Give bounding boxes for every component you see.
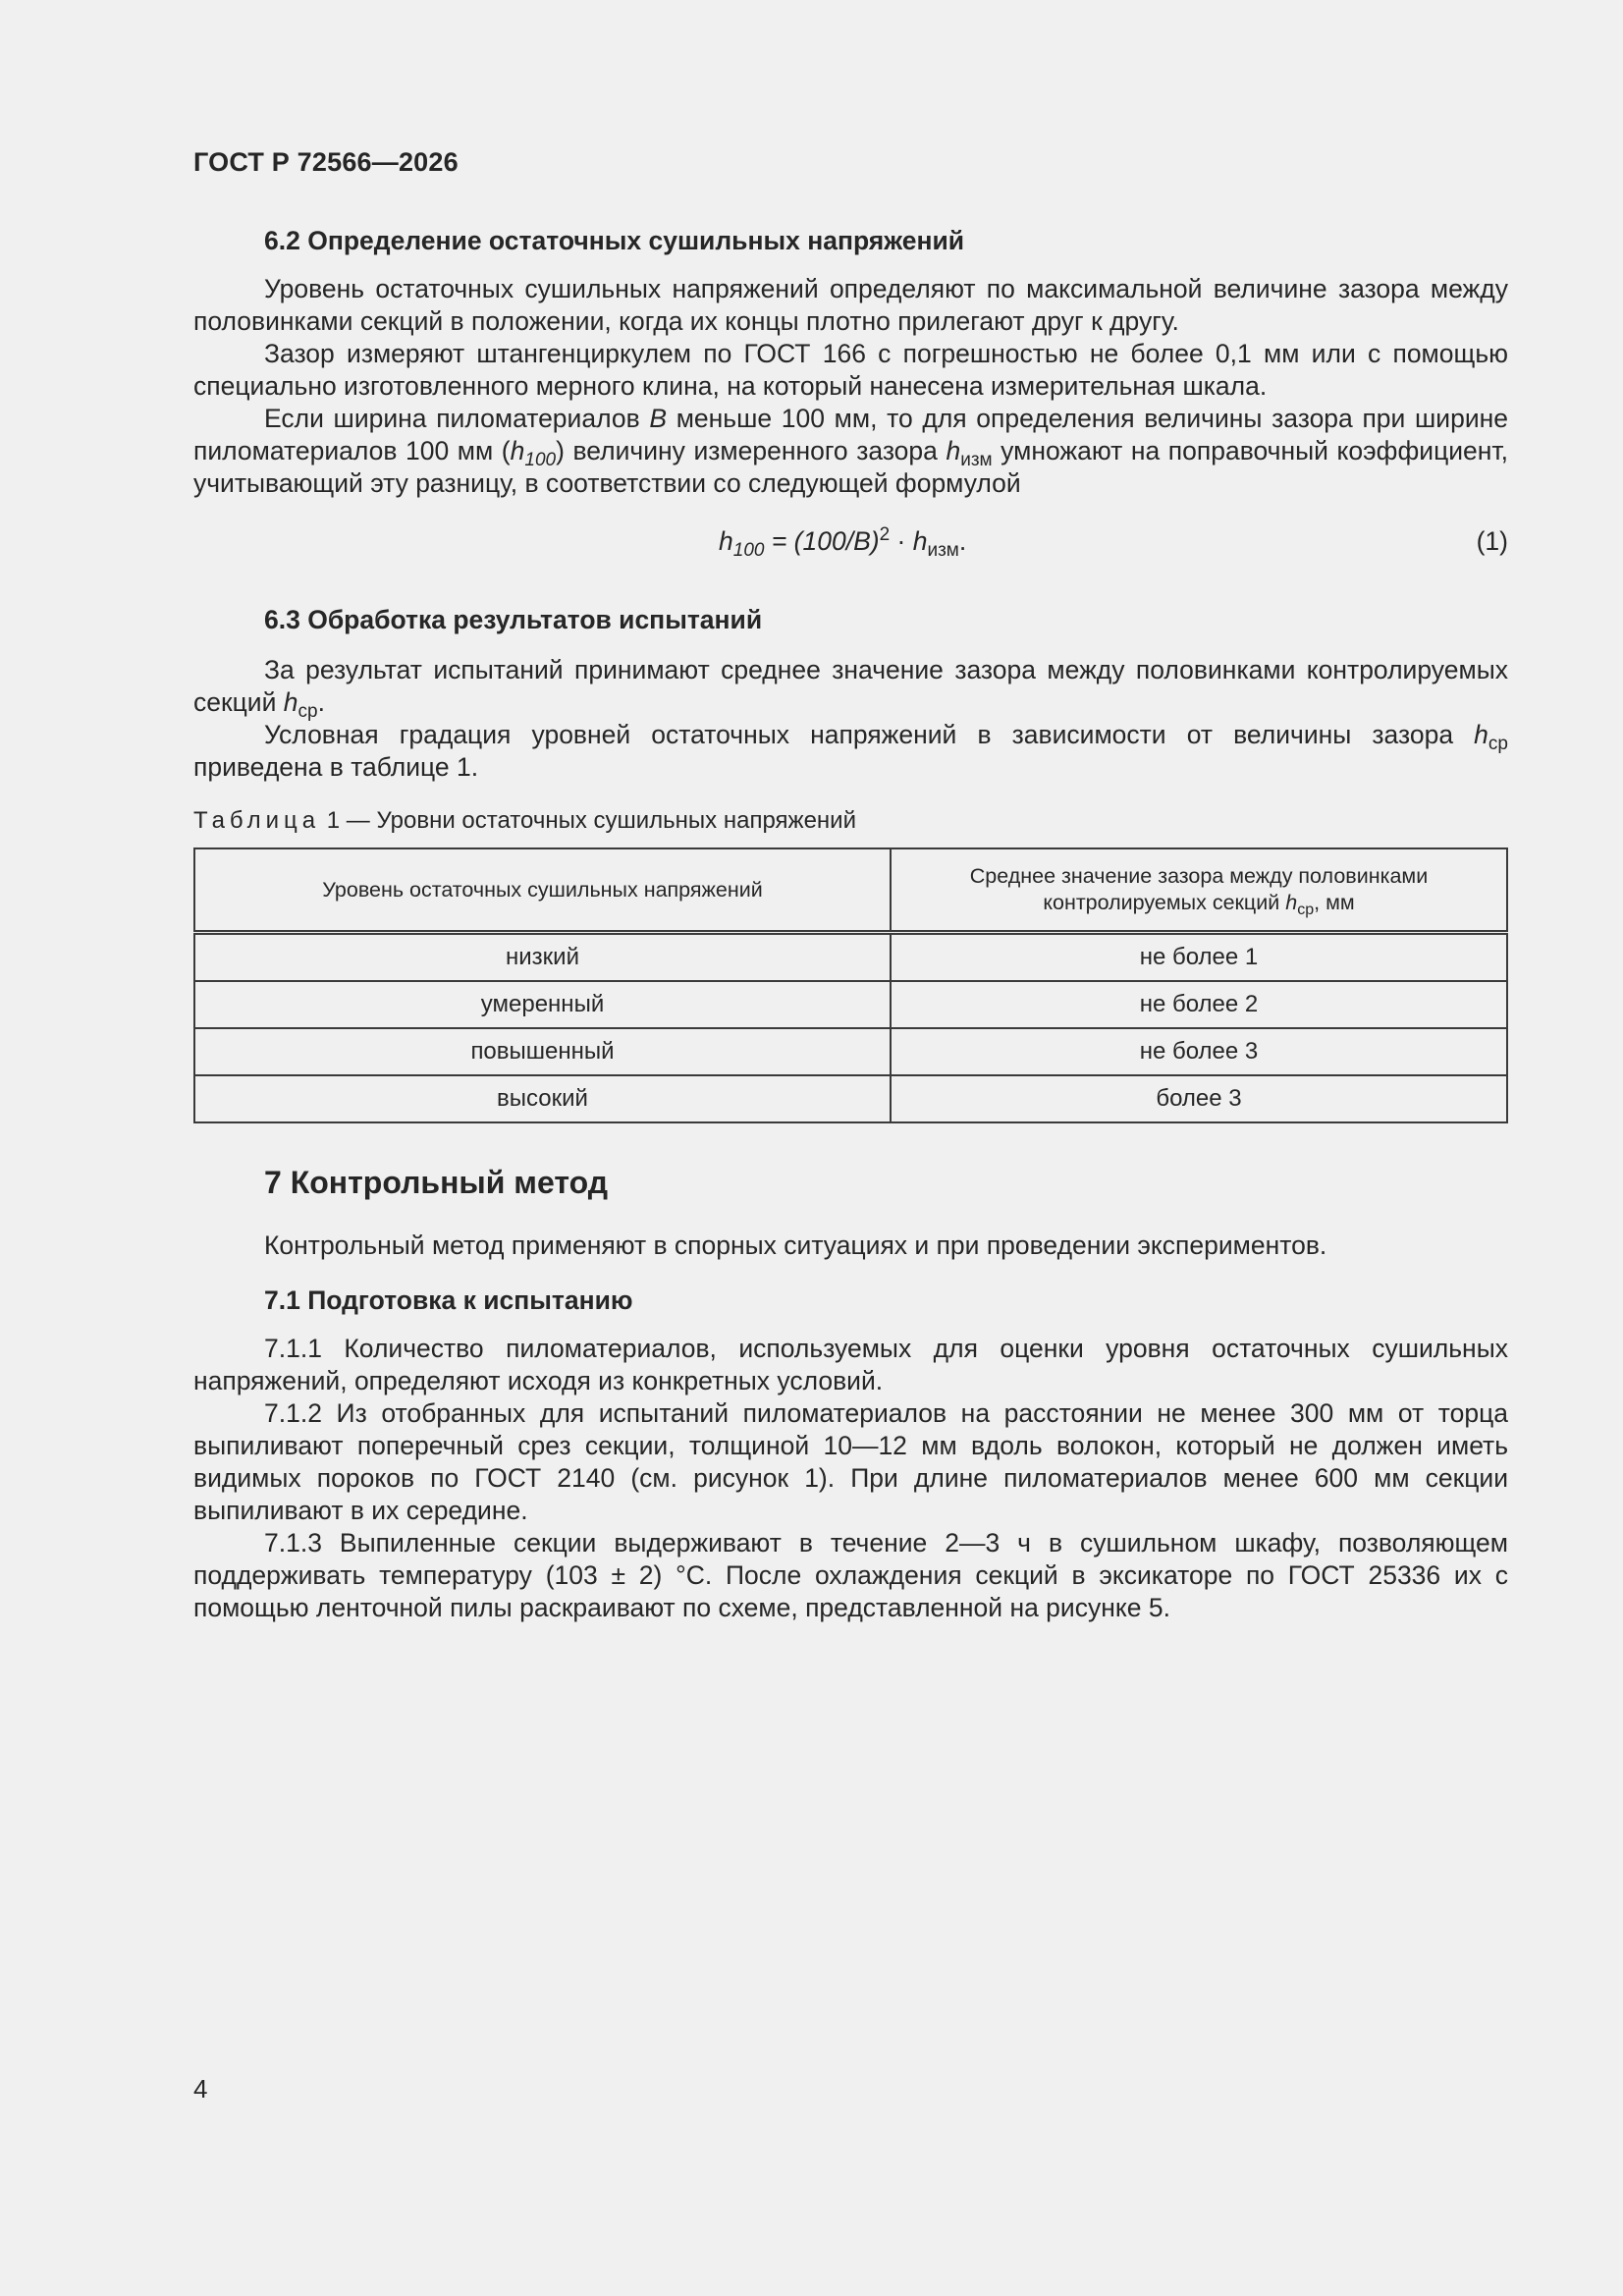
table-row: [194, 933, 1507, 982]
symbol-b: B: [649, 404, 668, 433]
paragraph: [193, 403, 1508, 500]
subscript: ср: [298, 701, 318, 722]
table-header-row: [194, 848, 1507, 933]
paragraph: [193, 654, 1508, 722]
text-run: меньше 100 мм, то для определения величины зазора при ширине пиломатериалов 100 мм (: [193, 404, 1508, 465]
section-6-2: [193, 225, 1508, 257]
text-run: ) величину измеренного зазора: [556, 436, 947, 465]
formula-end: .: [958, 526, 967, 556]
paragraph: 7.1.3 Выпиленные секции выдерживают в течение 2—3 ч в сушильном шкафу, позволяющем поддерживать температуру (103 ± 2) °С. После охлаждения секций в эксикаторе по ГОСТ 25336 их с помощью ленточной пилы раскраивают по схеме, представленной на рисунке 5.: [193, 1528, 1508, 1622]
section-6-2-body: [193, 273, 1508, 500]
caption-word: Таблица: [193, 807, 321, 834]
section-7-1-title: 7.1 Подготовка к испытанию: [264, 1285, 633, 1315]
section-7-title: 7 Контрольный метод: [264, 1165, 609, 1200]
paragraph: 7.1.2 Из отобранных для испытаний пиломатериалов на расстоянии не менее 300 мм от торца выпиливают поперечный срез секции, толщиной 10—12 мм вдоль волокон, который не должен иметь видимых пороков по ГОСТ 2140 (см. рисунок 1). При длине пиломатериалов менее 600 мм секции выпиливают в их середине.: [193, 1398, 1508, 1525]
document-header: ГОСТ Р 72566—2026: [193, 147, 459, 177]
cell-level: повышенный: [194, 1028, 891, 1075]
cell-value: не более 1: [891, 933, 1507, 982]
levels-table: [193, 847, 1508, 1123]
text-run: Если ширина пиломатериалов: [264, 404, 650, 433]
table-row: [194, 1075, 1507, 1122]
paragraph: Уровень остаточных сушильных напряжений определяют по максимальной величине зазора между половинками секций в положении, когда их концы плотно прилегают друг к другу.: [193, 274, 1508, 336]
paragraph: [193, 719, 1508, 784]
formula-sub: 100: [732, 540, 765, 561]
text-run: приведена в таблице 1.: [193, 752, 479, 782]
symbol-h: h: [1285, 891, 1298, 914]
text-run: .: [317, 687, 325, 717]
formula-power: 2: [879, 524, 891, 545]
formula-row: [193, 526, 1508, 566]
section-7-intro: [193, 1230, 1508, 1262]
cell-value: не более 3: [891, 1028, 1507, 1075]
paragraph: 7.1.1 Количество пиломатериалов, используемых для оценки уровня остаточных сушильных напряжений, определяют исходя из конкретных условий.: [193, 1334, 1508, 1395]
table-caption: [193, 807, 856, 835]
formula-sub2: изм: [927, 540, 959, 561]
text-run: Условная градация уровней остаточных напряжений в зависимости от величины зазора: [264, 720, 1475, 749]
text-run: За результат испытаний принимают среднее значение зазора между половинками контролируемых секций: [193, 655, 1508, 717]
cell-level: умеренный: [194, 981, 891, 1028]
formula: [719, 524, 967, 561]
column-header-value: [891, 848, 1507, 933]
formula-b: B: [853, 526, 871, 556]
formula-close: ): [870, 526, 880, 556]
page-number: 4: [193, 2074, 208, 2104]
formula-eq: = (100/: [764, 526, 854, 556]
section-6-3-body: [193, 654, 1508, 784]
text-run: умножают на поправочный коэффициент, учитывающий эту разницу, в соответствии со следующей формулой: [193, 436, 1508, 498]
subscript: изм: [960, 450, 993, 470]
section-7-1-body: [193, 1333, 1508, 1624]
paragraph: Контрольный метод применяют в спорных ситуациях и при проведении экспериментов.: [264, 1230, 1327, 1260]
symbol-h: h: [1474, 720, 1488, 749]
formula-number: (1): [1476, 526, 1508, 556]
section-6-2-title: 6.2 Определение остаточных сушильных напряжений: [264, 226, 965, 255]
cell-level: низкий: [194, 933, 891, 982]
paragraph: Зазор измеряют штангенциркулем по ГОСТ 166 с погрешностью не более 0,1 мм или с помощью специально изготовленного мерного клина, на который нанесена измерительная шкала.: [193, 339, 1508, 401]
formula-dot: ·: [890, 526, 913, 556]
subscript: 100: [524, 450, 557, 470]
subscript: ср: [1488, 734, 1508, 754]
symbol-h: h: [510, 436, 525, 465]
cell-value: более 3: [891, 1075, 1507, 1122]
header-line: Среднее значение зазора между половинками: [969, 864, 1429, 888]
cell-value: не более 2: [891, 981, 1507, 1028]
section-6-3: [193, 604, 1508, 636]
table-row: [194, 1028, 1507, 1075]
subscript: ср: [1297, 902, 1315, 918]
cell-level: высокий: [194, 1075, 891, 1122]
header-unit: , мм: [1314, 891, 1355, 914]
section-7: [193, 1167, 1508, 1199]
formula-h2: h: [912, 526, 928, 556]
header-line: контролируемых секций: [1043, 891, 1286, 914]
formula-h: h: [719, 526, 733, 556]
section-7-1: [193, 1285, 1508, 1317]
table-row: [194, 981, 1507, 1028]
symbol-h: h: [283, 687, 298, 717]
symbol-h: h: [946, 436, 961, 465]
section-6-3-title: 6.3 Обработка результатов испытаний: [264, 605, 763, 634]
caption-text: 1 — Уровни остаточных сушильных напряжений: [320, 807, 856, 834]
column-header-level: Уровень остаточных сушильных напряжений: [194, 848, 891, 933]
